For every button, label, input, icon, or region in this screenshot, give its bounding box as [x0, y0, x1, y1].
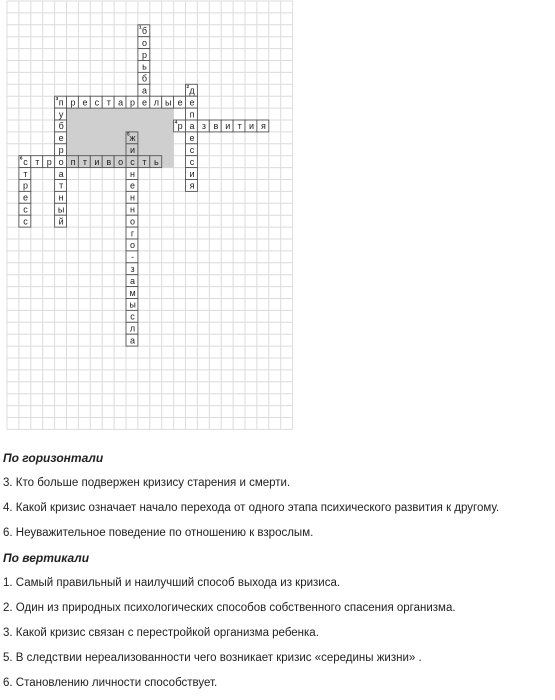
cell-letter: т — [237, 121, 242, 132]
cell-letter: е — [22, 192, 28, 203]
cell-letter: е — [82, 97, 88, 108]
cell-letter: с — [189, 144, 195, 155]
cell-letter: ж — [129, 133, 136, 144]
cell-letter: п — [70, 156, 76, 167]
cell-letter: е — [189, 97, 195, 108]
cell-letter: а — [58, 168, 64, 179]
clues-section — [3, 448, 551, 698]
clue-down-2: 2. Один из природных психологических способов собственного спасения организма. — [3, 602, 456, 614]
cell-number: 2 — [186, 84, 190, 90]
cell-letter: р — [177, 121, 183, 132]
cell-letter: и — [225, 121, 231, 132]
cell-letter: ь — [142, 61, 147, 72]
cell-letter: м — [129, 287, 136, 298]
cell-letter: е — [130, 180, 136, 191]
cell-letter: и — [130, 144, 136, 155]
cell-letter: а — [141, 85, 147, 96]
cell-letter: о — [130, 216, 136, 227]
cell-letter: в — [106, 156, 112, 167]
cell-letter: а — [130, 335, 136, 346]
cell-letter: л — [153, 97, 159, 108]
cell-letter: е — [141, 97, 147, 108]
cell-letter: е — [189, 133, 195, 144]
cell-number: 4 — [174, 120, 178, 126]
cell-letter: с — [23, 216, 28, 227]
cell-letter: г — [130, 228, 135, 239]
cell-letter: ь — [153, 156, 159, 167]
cell-number: 5 — [127, 132, 130, 138]
cell-letter: н — [130, 204, 136, 215]
cell-letter: ы — [165, 97, 172, 108]
cell-letter: с — [189, 156, 195, 167]
cell-letter: т — [23, 168, 28, 179]
cell-letter: б — [141, 73, 148, 84]
crossword-grid — [0, 0, 300, 440]
cell-letter: т — [59, 180, 64, 191]
cell-letter: п — [58, 97, 64, 108]
cell-letter: ы — [129, 299, 136, 310]
clue-across-3: 3. Кто больше подвержен кризису старения и смерти. — [3, 477, 291, 489]
clue-down-3: 3. Какой кризис связан с перестройкой организма ребенка. — [3, 627, 319, 639]
cell-letter: я — [189, 180, 195, 191]
cell-letter: р — [46, 156, 52, 167]
cell-letter: о — [141, 37, 147, 48]
cell-letter: ы — [57, 204, 65, 215]
cell-letter: й — [58, 216, 64, 227]
cell-letter: с — [130, 156, 135, 167]
clue-down-1: 1. Самый правильный и наилучший способ выхода из кризиса. — [3, 577, 341, 589]
cell-letter: л — [129, 323, 136, 334]
cell-letter: з — [201, 121, 207, 132]
clue-across-6: 6. Неуважительное поведение по отношению к взрослым. — [3, 527, 314, 539]
cell-letter: н — [130, 168, 136, 179]
across-heading: По горизонтали — [3, 451, 104, 465]
clue-down-5: 5. В следствии нереализованности чего возникает кризис «середины жизни» . — [3, 652, 422, 664]
clue-down-6: 6. Становлению личности способствует. — [3, 677, 218, 689]
cell-letter: о — [130, 240, 136, 251]
cell-number: 3 — [55, 96, 59, 102]
cell-letter: с — [94, 97, 100, 108]
cell-number: 1 — [138, 25, 142, 31]
cell-letter: с — [23, 204, 28, 215]
cell-letter: н — [58, 192, 64, 203]
cell-letter: в — [213, 121, 219, 132]
cell-letter: т — [142, 156, 147, 167]
cell-letter: б — [58, 121, 64, 132]
cell-letter: с — [23, 156, 28, 167]
cell-letter: и — [249, 121, 255, 132]
cell-letter: у — [58, 109, 64, 120]
cell-letter: р — [130, 97, 136, 108]
cell-letter: т — [82, 156, 88, 167]
cell-letter: р — [141, 49, 147, 60]
cell-letter: я — [261, 121, 266, 132]
clue-across-4: 4. Какой кризис означает начало перехода от одного этапа психического развития к другому. — [3, 502, 500, 514]
cell-letter: - — [131, 252, 135, 263]
cell-letter: р — [70, 97, 76, 108]
cell-letter: а — [130, 275, 136, 286]
cell-letter: о — [118, 156, 124, 167]
cell-letter: а — [118, 97, 124, 108]
cell-letter: е — [58, 133, 64, 144]
cell-letter: и — [94, 156, 100, 167]
cell-letter: д — [189, 85, 195, 96]
cell-letter: р — [22, 180, 28, 191]
cell-letter: н — [130, 192, 136, 203]
cell-letter: р — [58, 144, 64, 155]
cell-letter: з — [130, 263, 135, 274]
cell-letter: п — [189, 109, 195, 120]
cell-letter: б — [141, 25, 148, 36]
down-heading: По вертикали — [3, 551, 90, 565]
cell-letter: е — [177, 97, 183, 108]
cell-letter: т — [106, 97, 111, 108]
cell-letter: о — [58, 156, 64, 167]
cell-letter: т — [35, 156, 40, 167]
cell-number: 6 — [19, 156, 23, 162]
cell-letter: и — [189, 168, 195, 179]
cell-letter: с — [130, 311, 135, 322]
cell-letter: а — [189, 121, 195, 132]
